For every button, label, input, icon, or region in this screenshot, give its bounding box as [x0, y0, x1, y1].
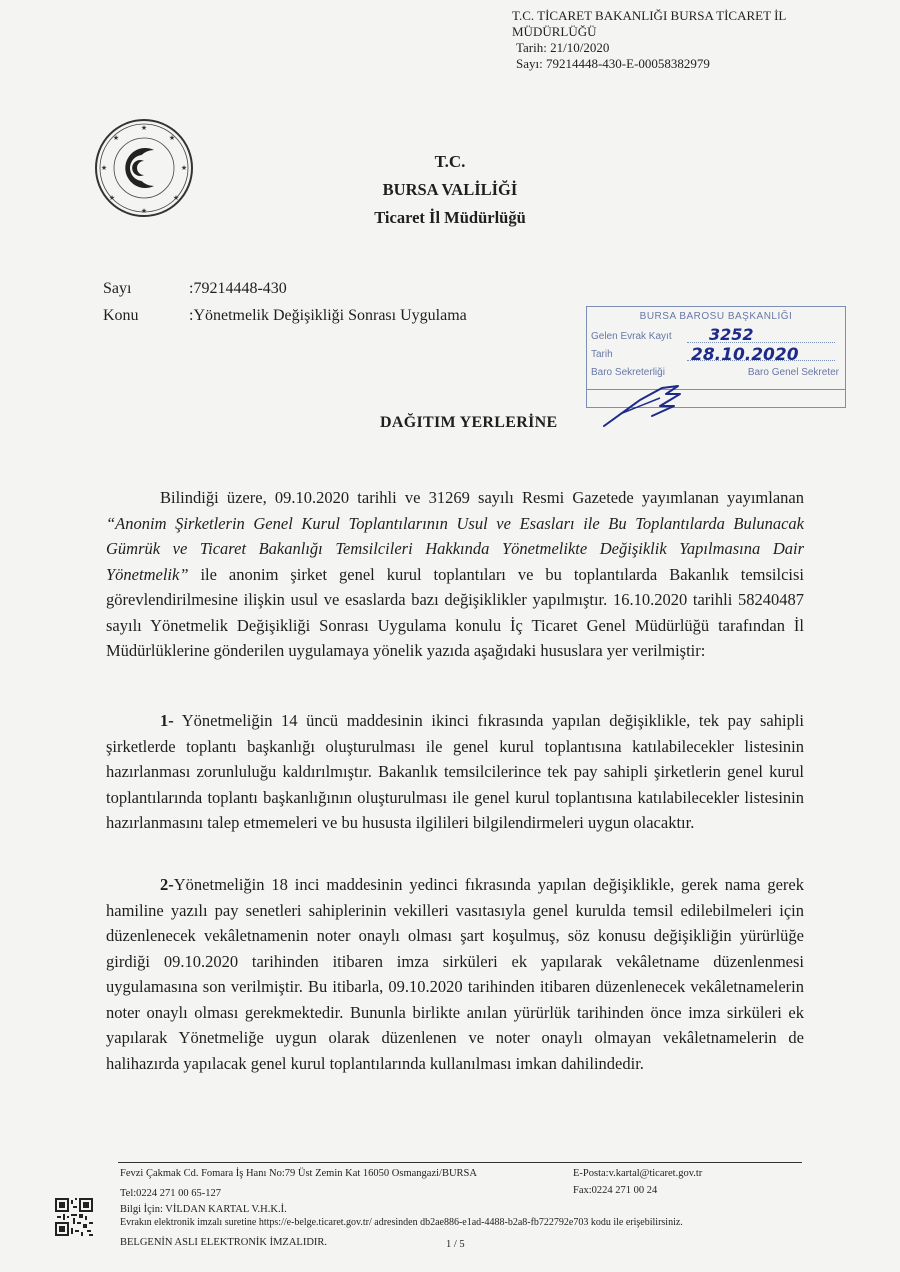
header-line2: BURSA VALİLİĞİ — [382, 180, 518, 199]
footer-address: Fevzi Çakmak Cd. Fomara İş Hanı No:79 Üst Zemin Kat 16050 Osmangazi/BURSA — [120, 1168, 477, 1179]
footer-info: Bilgi İçin: VİLDAN KARTAL V.H.K.İ. — [120, 1204, 287, 1215]
svg-text:★: ★ — [108, 194, 116, 202]
intro-text-part1: Bilindiği üzere, 09.10.2020 tarihli ve 31269 sayılı Resmi Gazetede yayımlanan yayımlanan — [160, 488, 804, 507]
stamp-signature-icon — [600, 376, 700, 430]
footer-email: E-Posta:v.kartal@ticaret.gov.tr — [573, 1168, 703, 1179]
regulation-title: “Anonim Şirketlerin Genel Kurul Toplantılarının Usul ve Esasları ile Bu Toplantılarda Bulunacak Gümrük ve Ticaret Bakanlığı Temsilcileri Hakkında Yönetmelikte Değişiklik Yapılmasına Dair Yönetmelik” — [106, 513, 804, 584]
body-item-2 — [106, 872, 804, 1076]
stamp-title: BURSA BAROSU BAŞKANLIĞI — [639, 311, 793, 322]
recipients-heading: DAĞITIM YERLERİNE — [380, 414, 558, 431]
top-reference — [512, 8, 842, 72]
qr-code-icon — [55, 1198, 93, 1236]
ministry-seal-icon — [94, 118, 194, 218]
header-line1: T.C. — [434, 152, 466, 171]
subject-value: :Yönetmelik Değişikliği Sonrası Uygulama — [189, 307, 467, 324]
footer-divider — [118, 1162, 802, 1163]
document-header — [300, 148, 600, 232]
svg-text:★: ★ — [112, 134, 120, 142]
top-reference-line2: MÜDÜRLÜĞÜ — [512, 24, 597, 39]
item1-text: Yönetmeliğin 14 üncü maddesinin ikinci fıkrasında yapılan değişiklikle, tek pay sahipli şirketlerde toplantı başkanlığı oluşturulması ile genel kurul toplantısına katılabilecekler listesinin hazırlanması zorunluluğu kaldırılmıştır. Bakanlık temsilcilerince tek pay sahipli şirketlerin genel kurul toplantılarında toplantı başkanlığının oluşturulması ile genel kurul toplantısına katılabilecekler listesinin hazırlanmasını talep etmemeleri ve bu hususta ilgilileri bilgilendirmeleri uygun olacaktır. — [106, 711, 804, 832]
footer-verification: Evrakın elektronik imzalı suretine https://e-belge.ticaret.gov.tr/ adresinden db2ae886-e1ad-4488-b2a8-fb722792e703 kodu ile erişebilirsiniz. — [120, 1217, 683, 1228]
item2-text: Yönetmeliğin 18 inci maddesinin yedinci fıkrasında yapılan değişiklikle, gerek nama gerek hamiline yazılı pay senetleri sahiplerinin vekilleri vasıtasıyla genel kurulda temsil edilebilmeleri için düzenlenecek vekâletnamenin noter onaylı olması şart koşulmuş, söz konusu değişikliğin yürürlüğe girdiği 09.10.2020 tarihinden itibaren imza sirküleri ek yapılarak vekâletname düzenlenmesi uygulamasına son verilmiştir. Bu itibarla, 09.10.2020 tarihinden itibaren düzenlenecek vekâletnamelerin noter onaylı olması gerekmektedir. Bununla birlikte anılan yürürlük tarihinden önce imza sirküleri ek yapılarak Yönetmeliğe uygun olarak düzenlenen ve noter onaylı olmayan vekâletnamelerin de halihazırda yapılacak genel kurul toplantılarında kullanılması imkan dahilindedir. — [106, 875, 804, 1073]
svg-text:★: ★ — [100, 164, 108, 172]
body-item-1 — [106, 708, 804, 836]
svg-text:★: ★ — [172, 194, 180, 202]
svg-text:★: ★ — [180, 164, 188, 172]
stamp-incoming-value: 3252 — [709, 325, 754, 344]
svg-text:★: ★ — [168, 134, 176, 142]
item1-number: 1- — [160, 711, 174, 730]
subject-label: Konu — [103, 307, 139, 324]
svg-text:★: ★ — [140, 207, 148, 215]
stamp-secretariat-label: Baro Sekreterliği — [591, 367, 665, 378]
stamp-date-label: Tarih — [591, 349, 613, 360]
footer-esign-note: BELGENİN ASLI ELEKTRONİK İMZALIDIR. — [120, 1237, 328, 1248]
item2-number: 2- — [160, 875, 174, 894]
intro-text-part2: ile anonim şirket genel kurul toplantıları ve bu toplantılarda Bakanlık temsilcisi görevlendirilmesine ilişkin usul ve esaslarda bazı değişiklikler yapılmıştır. 16.10.2020 tarihli 58240487 sayılı Yönetmelik Değişikliği Sonrası Uygulama konulu İç Ticaret Genel Müdürlüğü tarafından İl Müdürlüklerine gönderilen uygulamaya yönelik yazıda aşağıdaki hususlara yer verilmiştir: — [106, 564, 804, 660]
stamp-general-secretary-label: Baro Genel Sekreter — [747, 367, 839, 378]
svg-text:★: ★ — [140, 124, 148, 132]
header-line3: Ticaret İl Müdürlüğü — [374, 208, 526, 227]
footer-phone: Tel:0224 271 00 65-127 — [120, 1188, 222, 1199]
stamp-incoming-label: Gelen Evrak Kayıt — [591, 331, 672, 342]
footer-fax: Fax:0224 271 00 24 — [573, 1185, 658, 1196]
page-number: 1 / 5 — [446, 1239, 465, 1250]
number-label: Sayı — [103, 280, 132, 297]
top-reference-date: Tarih: 21/10/2020 — [516, 40, 610, 55]
number-value: :79214448-430 — [189, 280, 287, 297]
body-paragraph-intro — [106, 485, 804, 664]
top-reference-line1: T.C. TİCARET BAKANLIĞI BURSA TİCARET İL — [512, 8, 787, 23]
stamp-date-value: 28.10.2020 — [691, 345, 799, 365]
top-reference-number: Sayı: 79214448-430-E-00058382979 — [516, 56, 710, 71]
